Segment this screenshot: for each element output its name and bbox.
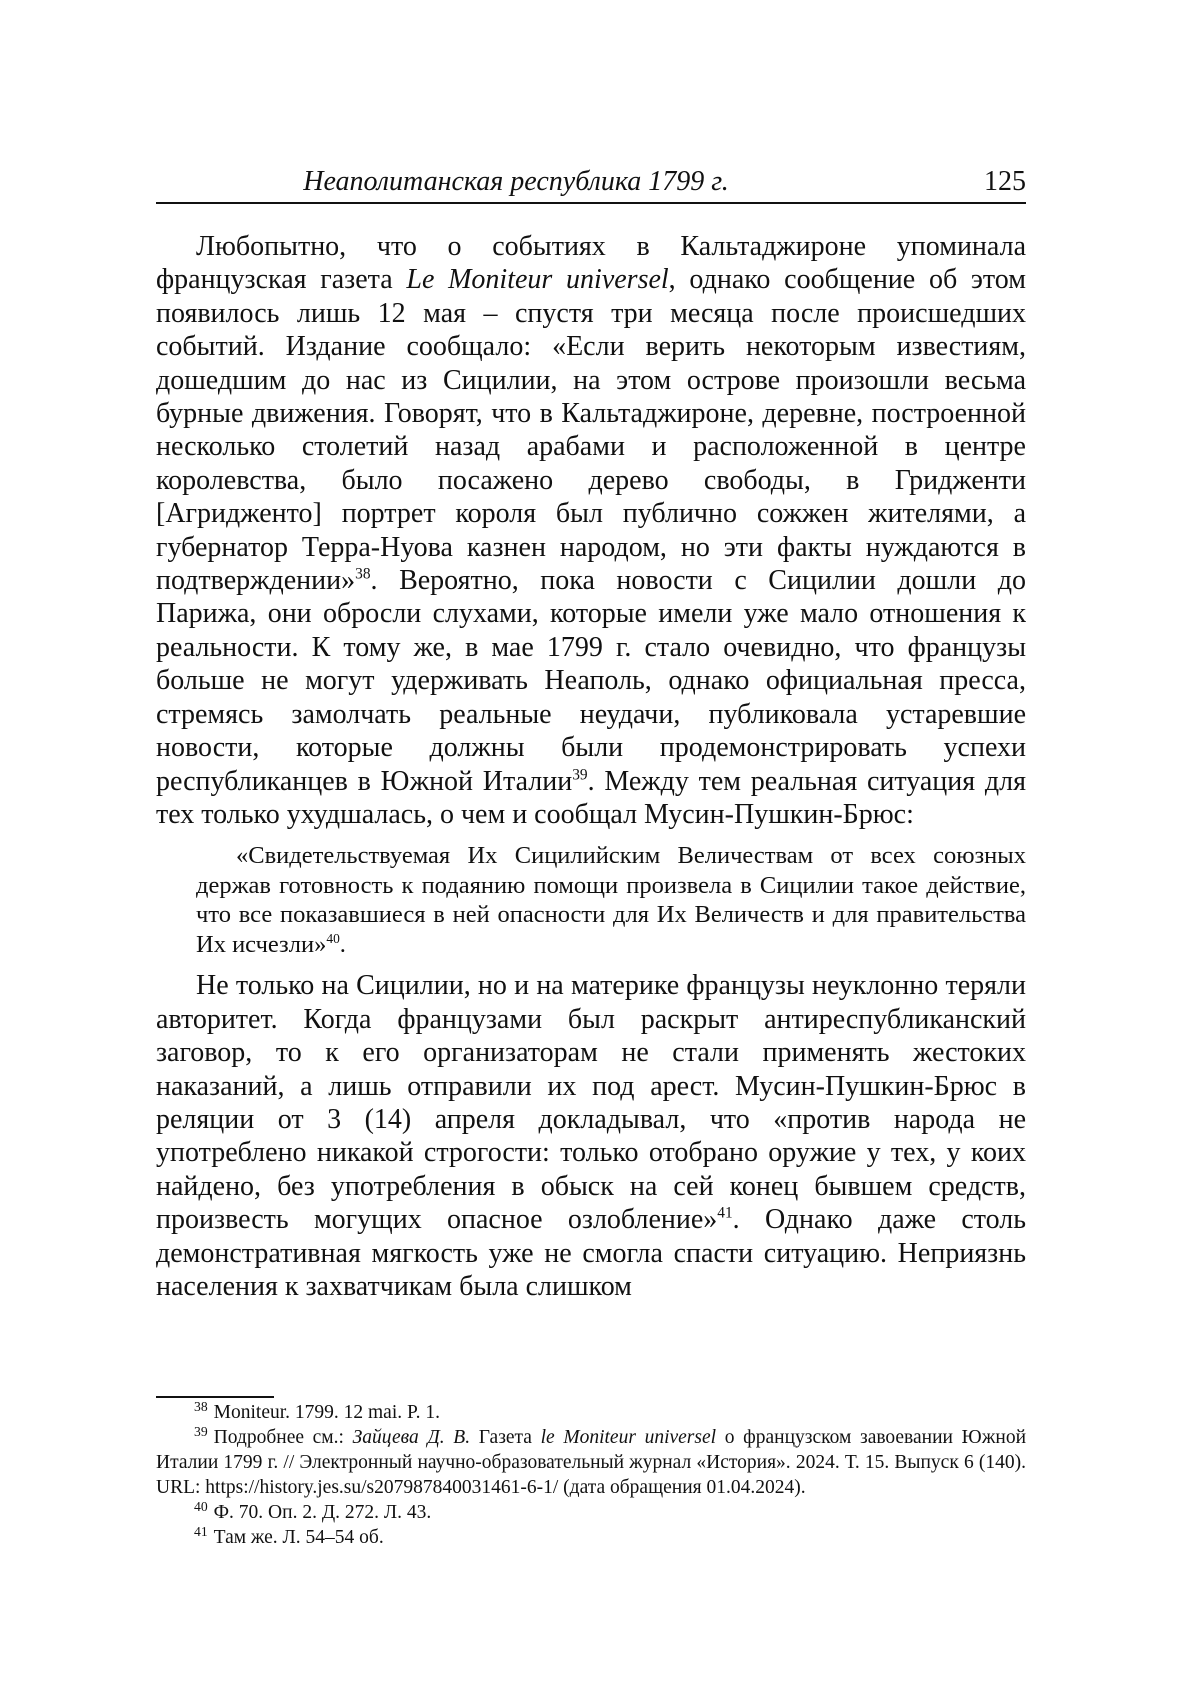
running-title: Неаполитанская республика 1799 г. bbox=[303, 166, 729, 197]
footnote-ref-40[interactable]: 40 bbox=[326, 930, 340, 946]
running-header bbox=[156, 162, 1026, 204]
footnote-author: Зайцева Д. В. bbox=[352, 1427, 471, 1448]
paragraph-2-text-b: . Однако даже столь демонстративная мягкость уже не смогла спасти ситуацию. Неприязнь населения к захватчикам была слишком bbox=[156, 1204, 1026, 1302]
footnote-number: 41 bbox=[194, 1523, 208, 1539]
footnote-38 bbox=[156, 1400, 1026, 1425]
newspaper-title: Le Moniteur universel bbox=[406, 264, 669, 296]
quote-end: . bbox=[339, 930, 346, 958]
footnote-separator bbox=[156, 1396, 274, 1398]
footnote-ref-38[interactable]: 38 bbox=[355, 565, 371, 583]
footnote-text: Газета bbox=[470, 1427, 541, 1448]
footnote-number: 39 bbox=[194, 1423, 208, 1439]
paragraph-2-text-a: Не только на Сицилии, но и на материке французы неуклонно теряли авторитет. Когда французами был раскрыт антиреспубликанский заговор, то к его организаторам не стали применять жестоких наказаний, а лишь отправили их под арест. Мусин-Пушкин-Брюс в реляции от 3 (14) апреля докладывал, что «против народа не употреблено никакой строгости: только отобрано оружие у тех, у коих найдено, без употребления в обыск на сей конец бывшем средств, произвесть могущих опасное озлобление» bbox=[156, 970, 1026, 1236]
footnote-number: 38 bbox=[194, 1398, 208, 1414]
footnote-text: Ф. 70. Оп. 2. Д. 272. Л. 43. bbox=[213, 1502, 432, 1523]
footnote-ref-41[interactable]: 41 bbox=[717, 1204, 733, 1222]
footnote-text: Подробнее см.: bbox=[213, 1427, 353, 1448]
paragraph-1-text-d: . Между тем реальная ситуация для тех только ухудшалась, о чем и сообщал Мусин-Пушкин-Брюс: bbox=[156, 765, 1026, 830]
footnote-39 bbox=[156, 1425, 1026, 1500]
footnotes bbox=[156, 1400, 1026, 1550]
footnote-text: Там же. Л. 54–54 об. bbox=[213, 1527, 384, 1548]
paragraph-1-text-a: Любопытно, что о событиях в Кальтаджироне упоминала французская газета bbox=[156, 231, 1026, 296]
footnote-text: о французском завоевании Южной Италии 1799 г. // Электронный научно-образовательный журнал «История». 2024. Т. 15. Выпуск 6 (140). URL: https://history.jes.su/s207987840031461-6-1/ (дата обращения 01.04.2024). bbox=[156, 1427, 1026, 1498]
footnote-40 bbox=[156, 1500, 1026, 1525]
footnote-ref-39[interactable]: 39 bbox=[572, 766, 588, 784]
footnote-number: 40 bbox=[194, 1498, 208, 1514]
footnote-41 bbox=[156, 1525, 1026, 1550]
paragraph-1-text-c: . Вероятно, пока новости с Сицилии дошли до Парижа, они обросли слухами, которые имели уже мало отношения к реальности. К тому же, в мае 1799 г. стало очевидно, что французы больше не могут удерживать Неаполь, однако официальная пресса, стремясь замолчать реальные неудачи, публиковала устаревшие новости, которые должны были продемонстрировать успехи республиканцев в Южной Италии bbox=[156, 565, 1026, 797]
footnote-text: Moniteur. 1799. 12 mai. P. 1. bbox=[213, 1402, 441, 1423]
block-quote bbox=[196, 841, 1026, 959]
paragraph-2 bbox=[156, 969, 1026, 1303]
paragraph-1 bbox=[156, 230, 1026, 831]
page-number: 125 bbox=[984, 166, 1026, 197]
paragraph-1-text-b: , однако сообщение об этом появилось лишь 12 мая – спустя три месяца после происшедших событий. Издание сообщало: «Если верить некоторым известиям, дошедшим до нас из Сицилии, на этом острове произошли весьма бурные движения. Говорят, что в Кальтаджироне, деревне, построенной несколько столетий назад арабами и расположенной в центре королевства, было посажено дерево свободы, в Гридженти [Агридженто] портрет короля был публично сожжен жителями, а губернатор Терра-Нуова казнен народом, но эти факты нуждаются в подтверждении» bbox=[156, 264, 1026, 597]
footnote-newspaper: le Moniteur universel bbox=[540, 1427, 717, 1448]
quote-text: «Свидетельствуемая Их Сицилийским Величествам от всех союзных держав готовность к подаянию помощи произвела в Сицилии такое действие, что все показавшиеся в ней опасности для Их Величеств и для правительства Их исчезли» bbox=[196, 842, 1026, 958]
main-text bbox=[156, 230, 1026, 1303]
